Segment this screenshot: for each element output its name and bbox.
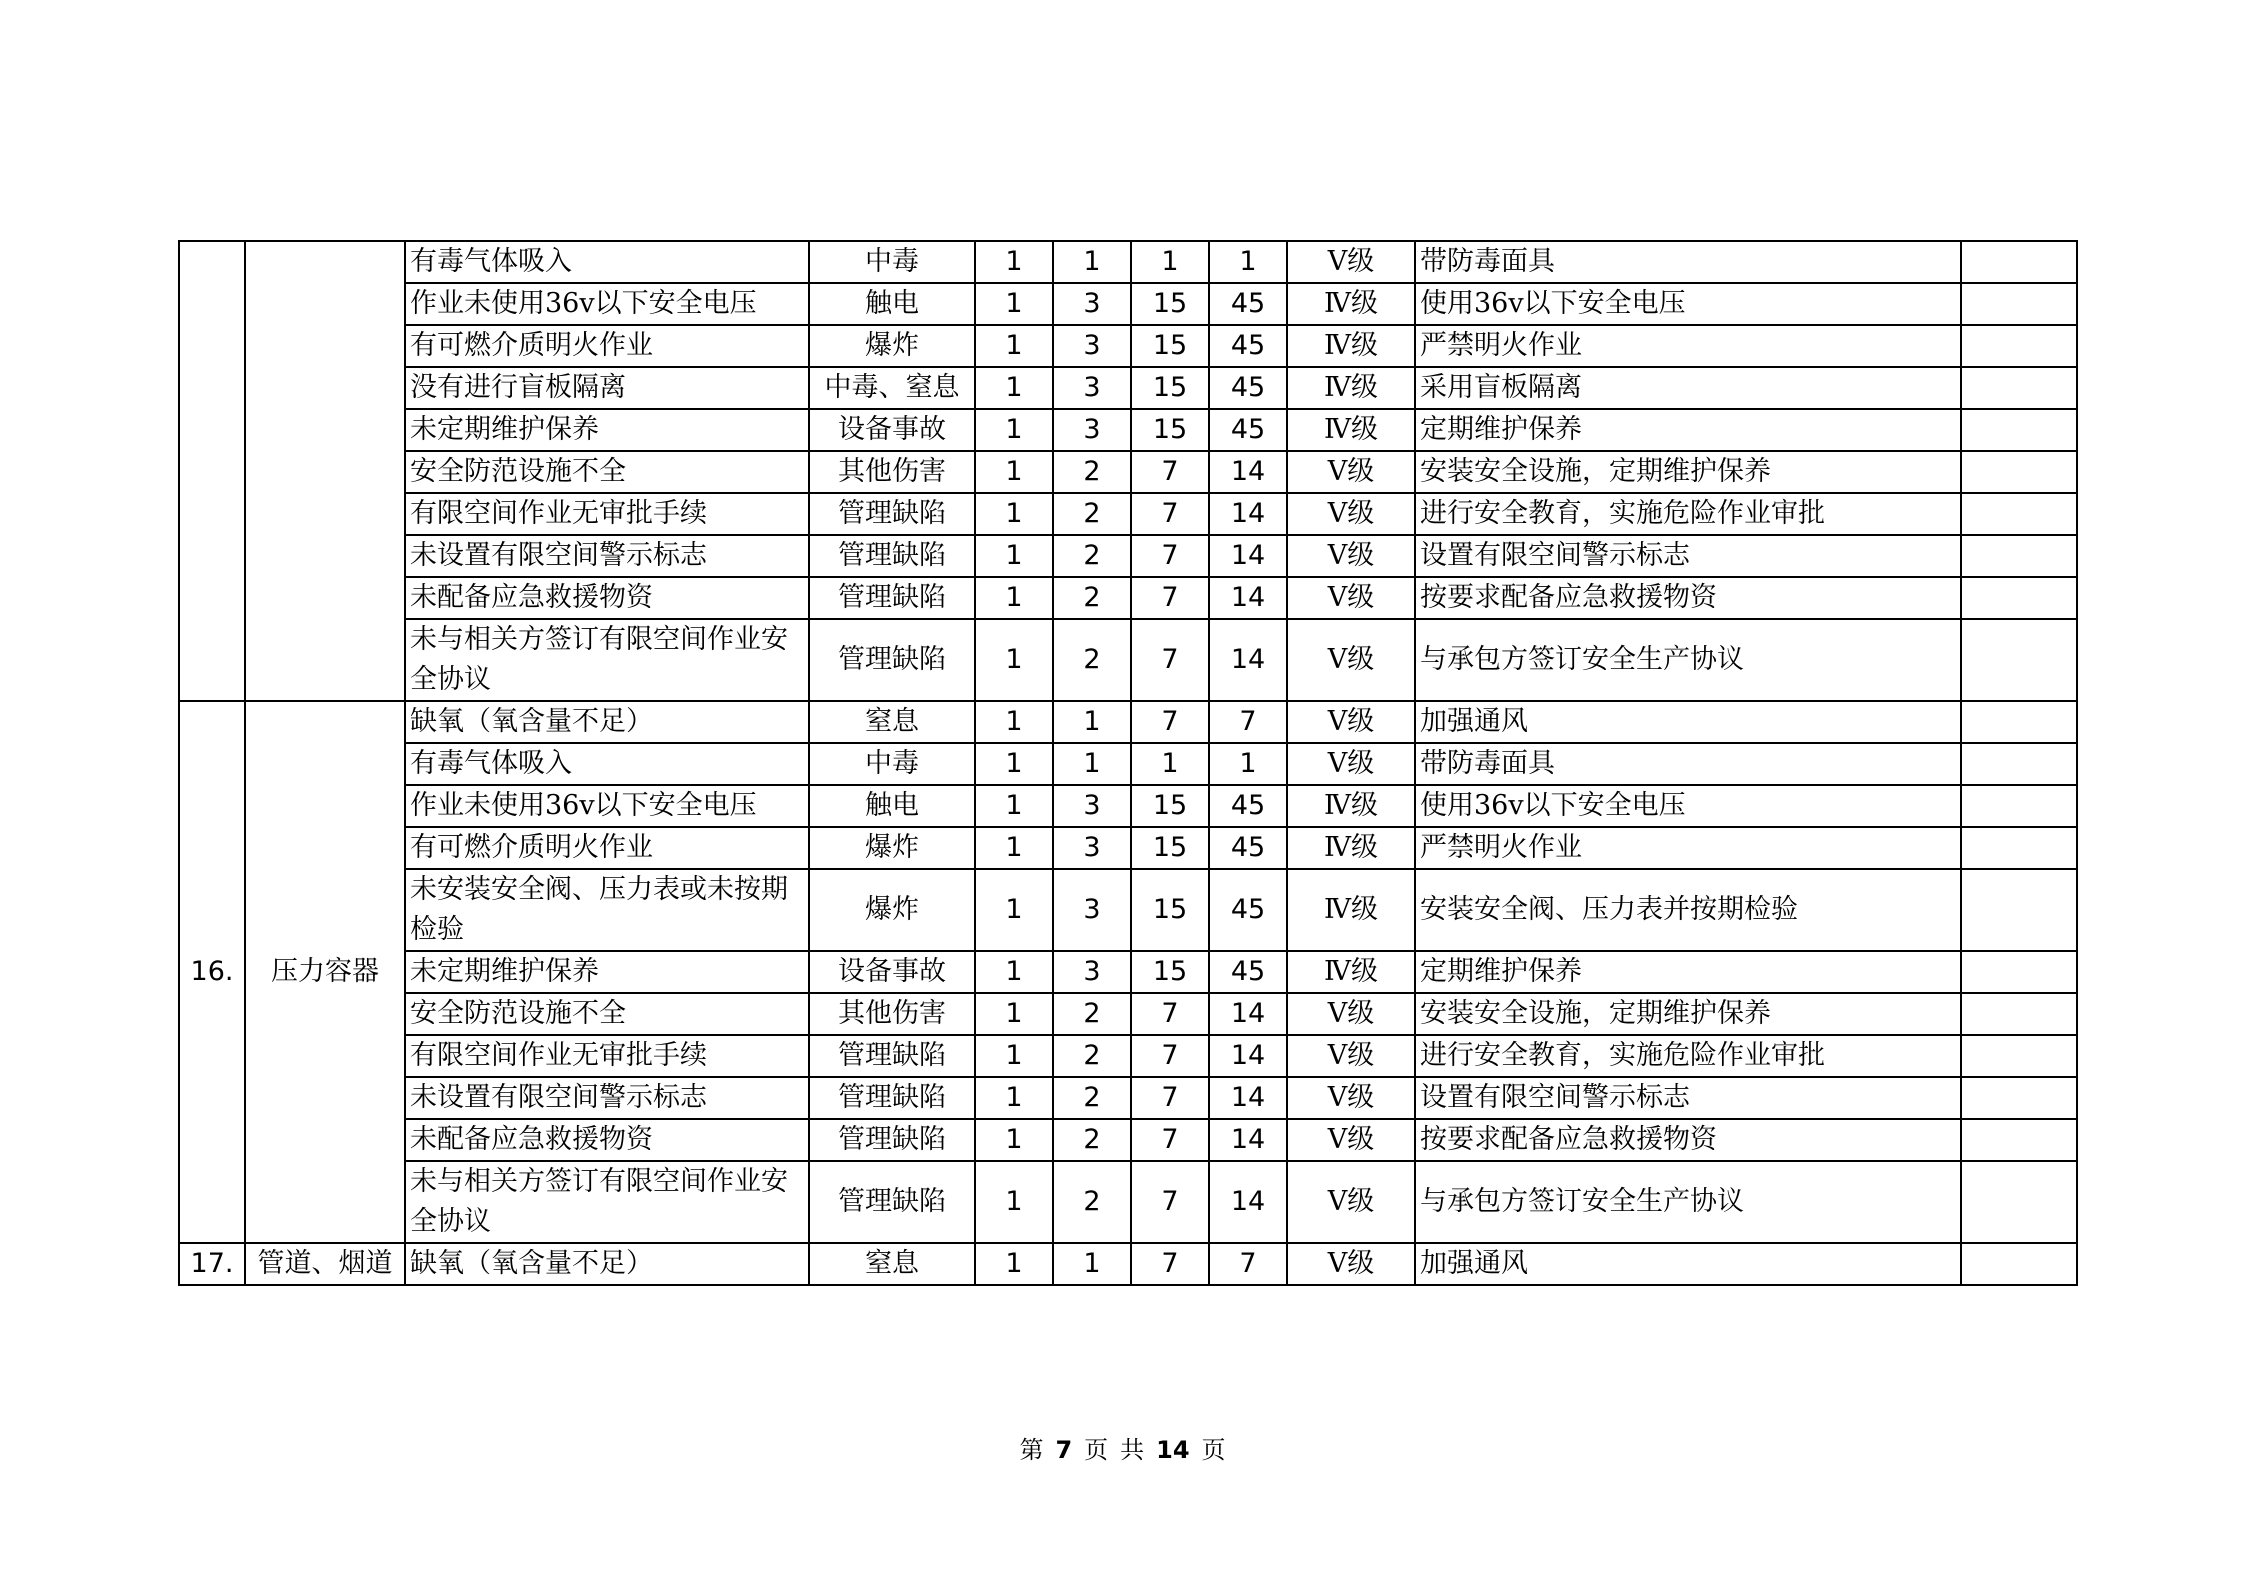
likelihood-cell: 1 bbox=[975, 1243, 1053, 1285]
consequence-cell: 7 bbox=[1131, 493, 1209, 535]
accident-type-cell: 管理缺陷 bbox=[809, 1119, 975, 1161]
likelihood-cell: 1 bbox=[975, 951, 1053, 993]
table-row bbox=[179, 325, 2077, 367]
equipment-name-cell: 管道、烟道 bbox=[245, 1243, 405, 1285]
hazard-cell: 安全防范设施不全 bbox=[405, 993, 809, 1035]
hazard-cell: 未定期维护保养 bbox=[405, 951, 809, 993]
exposure-cell: 3 bbox=[1053, 827, 1131, 869]
consequence-cell: 15 bbox=[1131, 869, 1209, 951]
item-number-cell: 17. bbox=[179, 1243, 245, 1285]
table-row bbox=[179, 493, 2077, 535]
remark-cell bbox=[1961, 241, 2077, 283]
equipment-name-cell bbox=[245, 241, 405, 701]
exposure-cell: 3 bbox=[1053, 785, 1131, 827]
footer-total-word: 共 bbox=[1120, 1436, 1145, 1464]
control-measure-cell: 进行安全教育，实施危险作业审批 bbox=[1415, 1035, 1961, 1077]
remark-cell bbox=[1961, 535, 2077, 577]
accident-type-cell: 管理缺陷 bbox=[809, 493, 975, 535]
risk-assessment-table bbox=[178, 240, 2078, 1286]
accident-type-cell: 爆炸 bbox=[809, 827, 975, 869]
risk-level-cell: Ⅴ级 bbox=[1287, 535, 1415, 577]
remark-cell bbox=[1961, 993, 2077, 1035]
remark-cell bbox=[1961, 951, 2077, 993]
remark-cell bbox=[1961, 1243, 2077, 1285]
footer-prefix: 第 bbox=[1019, 1436, 1044, 1464]
risk-level-cell: Ⅳ级 bbox=[1287, 325, 1415, 367]
risk-level-cell: Ⅴ级 bbox=[1287, 451, 1415, 493]
risk-level-cell: Ⅴ级 bbox=[1287, 1035, 1415, 1077]
consequence-cell: 7 bbox=[1131, 701, 1209, 743]
consequence-cell: 7 bbox=[1131, 1119, 1209, 1161]
risk-level-cell: Ⅴ级 bbox=[1287, 577, 1415, 619]
control-measure-cell: 设置有限空间警示标志 bbox=[1415, 1077, 1961, 1119]
remark-cell bbox=[1961, 577, 2077, 619]
remark-cell bbox=[1961, 869, 2077, 951]
current-page-number: 7 bbox=[1055, 1436, 1073, 1464]
table-row bbox=[179, 283, 2077, 325]
accident-type-cell: 管理缺陷 bbox=[809, 1035, 975, 1077]
control-measure-cell: 定期维护保养 bbox=[1415, 951, 1961, 993]
consequence-cell: 1 bbox=[1131, 743, 1209, 785]
control-measure-cell: 安装安全设施，定期维护保养 bbox=[1415, 993, 1961, 1035]
likelihood-cell: 1 bbox=[975, 1077, 1053, 1119]
control-measure-cell: 严禁明火作业 bbox=[1415, 827, 1961, 869]
control-measure-cell: 按要求配备应急救援物资 bbox=[1415, 1119, 1961, 1161]
control-measure-cell: 按要求配备应急救援物资 bbox=[1415, 577, 1961, 619]
remark-cell bbox=[1961, 827, 2077, 869]
risk-level-cell: Ⅴ级 bbox=[1287, 493, 1415, 535]
consequence-cell: 7 bbox=[1131, 619, 1209, 701]
exposure-cell: 2 bbox=[1053, 619, 1131, 701]
table-row bbox=[179, 743, 2077, 785]
exposure-cell: 2 bbox=[1053, 993, 1131, 1035]
table-row bbox=[179, 451, 2077, 493]
exposure-cell: 1 bbox=[1053, 1243, 1131, 1285]
footer-suffix: 页 bbox=[1201, 1436, 1226, 1464]
remark-cell bbox=[1961, 283, 2077, 325]
likelihood-cell: 1 bbox=[975, 993, 1053, 1035]
risk-level-cell: Ⅳ级 bbox=[1287, 951, 1415, 993]
accident-type-cell: 中毒 bbox=[809, 241, 975, 283]
remark-cell bbox=[1961, 701, 2077, 743]
risk-level-cell: Ⅴ级 bbox=[1287, 993, 1415, 1035]
table-row bbox=[179, 827, 2077, 869]
exposure-cell: 3 bbox=[1053, 409, 1131, 451]
consequence-cell: 15 bbox=[1131, 827, 1209, 869]
exposure-cell: 2 bbox=[1053, 1035, 1131, 1077]
table-row bbox=[179, 409, 2077, 451]
risk-score-cell: 1 bbox=[1209, 241, 1287, 283]
exposure-cell: 2 bbox=[1053, 535, 1131, 577]
hazard-cell: 没有进行盲板隔离 bbox=[405, 367, 809, 409]
likelihood-cell: 1 bbox=[975, 325, 1053, 367]
hazard-cell: 有可燃介质明火作业 bbox=[405, 325, 809, 367]
likelihood-cell: 1 bbox=[975, 827, 1053, 869]
control-measure-cell: 使用36v以下安全电压 bbox=[1415, 283, 1961, 325]
remark-cell bbox=[1961, 1035, 2077, 1077]
risk-level-cell: Ⅴ级 bbox=[1287, 1161, 1415, 1243]
table-row bbox=[179, 241, 2077, 283]
hazard-cell: 有可燃介质明火作业 bbox=[405, 827, 809, 869]
exposure-cell: 2 bbox=[1053, 1161, 1131, 1243]
accident-type-cell: 爆炸 bbox=[809, 869, 975, 951]
exposure-cell: 1 bbox=[1053, 701, 1131, 743]
consequence-cell: 7 bbox=[1131, 535, 1209, 577]
remark-cell bbox=[1961, 1119, 2077, 1161]
hazard-cell: 未安装安全阀、压力表或未按期检验 bbox=[405, 869, 809, 951]
remark-cell bbox=[1961, 785, 2077, 827]
risk-score-cell: 14 bbox=[1209, 451, 1287, 493]
hazard-cell: 未定期维护保养 bbox=[405, 409, 809, 451]
table-row bbox=[179, 535, 2077, 577]
hazard-cell: 缺氧（氧含量不足） bbox=[405, 701, 809, 743]
risk-score-cell: 45 bbox=[1209, 869, 1287, 951]
control-measure-cell: 与承包方签订安全生产协议 bbox=[1415, 1161, 1961, 1243]
risk-score-cell: 1 bbox=[1209, 743, 1287, 785]
likelihood-cell: 1 bbox=[975, 1161, 1053, 1243]
hazard-cell: 未设置有限空间警示标志 bbox=[405, 1077, 809, 1119]
control-measure-cell: 进行安全教育，实施危险作业审批 bbox=[1415, 493, 1961, 535]
risk-score-cell: 14 bbox=[1209, 493, 1287, 535]
control-measure-cell: 安装安全阀、压力表并按期检验 bbox=[1415, 869, 1961, 951]
control-measure-cell: 加强通风 bbox=[1415, 701, 1961, 743]
risk-score-cell: 45 bbox=[1209, 951, 1287, 993]
consequence-cell: 15 bbox=[1131, 409, 1209, 451]
control-measure-cell: 采用盲板隔离 bbox=[1415, 367, 1961, 409]
accident-type-cell: 管理缺陷 bbox=[809, 577, 975, 619]
table-row bbox=[179, 1119, 2077, 1161]
table-row bbox=[179, 1243, 2077, 1285]
likelihood-cell: 1 bbox=[975, 283, 1053, 325]
exposure-cell: 3 bbox=[1053, 869, 1131, 951]
likelihood-cell: 1 bbox=[975, 409, 1053, 451]
footer-page-word: 页 bbox=[1084, 1436, 1109, 1464]
risk-score-cell: 14 bbox=[1209, 1161, 1287, 1243]
control-measure-cell: 与承包方签订安全生产协议 bbox=[1415, 619, 1961, 701]
remark-cell bbox=[1961, 1077, 2077, 1119]
table-row bbox=[179, 869, 2077, 951]
exposure-cell: 2 bbox=[1053, 493, 1131, 535]
hazard-cell: 有毒气体吸入 bbox=[405, 241, 809, 283]
consequence-cell: 7 bbox=[1131, 577, 1209, 619]
table-row bbox=[179, 1077, 2077, 1119]
table-row bbox=[179, 951, 2077, 993]
likelihood-cell: 1 bbox=[975, 743, 1053, 785]
control-measure-cell: 带防毒面具 bbox=[1415, 241, 1961, 283]
likelihood-cell: 1 bbox=[975, 241, 1053, 283]
likelihood-cell: 1 bbox=[975, 869, 1053, 951]
control-measure-cell: 定期维护保养 bbox=[1415, 409, 1961, 451]
hazard-cell: 有限空间作业无审批手续 bbox=[405, 1035, 809, 1077]
consequence-cell: 7 bbox=[1131, 1035, 1209, 1077]
exposure-cell: 2 bbox=[1053, 577, 1131, 619]
risk-score-cell: 14 bbox=[1209, 619, 1287, 701]
consequence-cell: 15 bbox=[1131, 283, 1209, 325]
accident-type-cell: 爆炸 bbox=[809, 325, 975, 367]
hazard-cell: 作业未使用36v以下安全电压 bbox=[405, 283, 809, 325]
exposure-cell: 2 bbox=[1053, 451, 1131, 493]
exposure-cell: 3 bbox=[1053, 367, 1131, 409]
risk-level-cell: Ⅳ级 bbox=[1287, 827, 1415, 869]
risk-score-cell: 45 bbox=[1209, 785, 1287, 827]
risk-score-cell: 45 bbox=[1209, 367, 1287, 409]
hazard-cell: 未与相关方签订有限空间作业安全协议 bbox=[405, 619, 809, 701]
consequence-cell: 7 bbox=[1131, 1161, 1209, 1243]
risk-score-cell: 7 bbox=[1209, 1243, 1287, 1285]
consequence-cell: 1 bbox=[1131, 241, 1209, 283]
consequence-cell: 15 bbox=[1131, 367, 1209, 409]
remark-cell bbox=[1961, 409, 2077, 451]
table-row bbox=[179, 1035, 2077, 1077]
remark-cell bbox=[1961, 325, 2077, 367]
control-measure-cell: 设置有限空间警示标志 bbox=[1415, 535, 1961, 577]
hazard-cell: 缺氧（氧含量不足） bbox=[405, 1243, 809, 1285]
likelihood-cell: 1 bbox=[975, 619, 1053, 701]
hazard-cell: 未设置有限空间警示标志 bbox=[405, 535, 809, 577]
table-row bbox=[179, 701, 2077, 743]
remark-cell bbox=[1961, 743, 2077, 785]
control-measure-cell: 加强通风 bbox=[1415, 1243, 1961, 1285]
hazard-cell: 作业未使用36v以下安全电压 bbox=[405, 785, 809, 827]
accident-type-cell: 窒息 bbox=[809, 701, 975, 743]
exposure-cell: 3 bbox=[1053, 325, 1131, 367]
accident-type-cell: 管理缺陷 bbox=[809, 1161, 975, 1243]
accident-type-cell: 窒息 bbox=[809, 1243, 975, 1285]
remark-cell bbox=[1961, 493, 2077, 535]
item-number-cell: 16. bbox=[179, 701, 245, 1243]
likelihood-cell: 1 bbox=[975, 785, 1053, 827]
consequence-cell: 15 bbox=[1131, 325, 1209, 367]
page-footer bbox=[0, 1430, 2245, 1465]
table-row bbox=[179, 367, 2077, 409]
likelihood-cell: 1 bbox=[975, 493, 1053, 535]
exposure-cell: 1 bbox=[1053, 241, 1131, 283]
risk-score-cell: 14 bbox=[1209, 1119, 1287, 1161]
risk-level-cell: Ⅴ级 bbox=[1287, 701, 1415, 743]
risk-score-cell: 14 bbox=[1209, 1035, 1287, 1077]
consequence-cell: 7 bbox=[1131, 451, 1209, 493]
accident-type-cell: 其他伤害 bbox=[809, 993, 975, 1035]
item-number-cell bbox=[179, 241, 245, 701]
total-pages-number: 14 bbox=[1156, 1436, 1190, 1464]
table-row bbox=[179, 785, 2077, 827]
risk-score-cell: 45 bbox=[1209, 409, 1287, 451]
hazard-cell: 安全防范设施不全 bbox=[405, 451, 809, 493]
likelihood-cell: 1 bbox=[975, 1119, 1053, 1161]
risk-level-cell: Ⅴ级 bbox=[1287, 619, 1415, 701]
risk-score-cell: 45 bbox=[1209, 283, 1287, 325]
accident-type-cell: 触电 bbox=[809, 785, 975, 827]
accident-type-cell: 其他伤害 bbox=[809, 451, 975, 493]
risk-level-cell: Ⅴ级 bbox=[1287, 1077, 1415, 1119]
accident-type-cell: 中毒 bbox=[809, 743, 975, 785]
consequence-cell: 7 bbox=[1131, 993, 1209, 1035]
table-row bbox=[179, 993, 2077, 1035]
remark-cell bbox=[1961, 451, 2077, 493]
accident-type-cell: 管理缺陷 bbox=[809, 619, 975, 701]
remark-cell bbox=[1961, 1161, 2077, 1243]
accident-type-cell: 设备事故 bbox=[809, 409, 975, 451]
exposure-cell: 1 bbox=[1053, 743, 1131, 785]
hazard-cell: 未配备应急救援物资 bbox=[405, 577, 809, 619]
likelihood-cell: 1 bbox=[975, 1035, 1053, 1077]
hazard-cell: 有限空间作业无审批手续 bbox=[405, 493, 809, 535]
risk-score-cell: 14 bbox=[1209, 577, 1287, 619]
likelihood-cell: 1 bbox=[975, 367, 1053, 409]
accident-type-cell: 管理缺陷 bbox=[809, 535, 975, 577]
equipment-name-cell: 压力容器 bbox=[245, 701, 405, 1243]
risk-level-cell: Ⅴ级 bbox=[1287, 1119, 1415, 1161]
consequence-cell: 15 bbox=[1131, 951, 1209, 993]
risk-level-cell: Ⅴ级 bbox=[1287, 1243, 1415, 1285]
table-row bbox=[179, 577, 2077, 619]
consequence-cell: 15 bbox=[1131, 785, 1209, 827]
likelihood-cell: 1 bbox=[975, 535, 1053, 577]
exposure-cell: 2 bbox=[1053, 1119, 1131, 1161]
table-body bbox=[179, 241, 2077, 1285]
risk-score-cell: 14 bbox=[1209, 993, 1287, 1035]
table-row bbox=[179, 1161, 2077, 1243]
control-measure-cell: 安装安全设施，定期维护保养 bbox=[1415, 451, 1961, 493]
exposure-cell: 2 bbox=[1053, 1077, 1131, 1119]
risk-level-cell: Ⅳ级 bbox=[1287, 869, 1415, 951]
likelihood-cell: 1 bbox=[975, 451, 1053, 493]
risk-level-cell: Ⅳ级 bbox=[1287, 283, 1415, 325]
remark-cell bbox=[1961, 367, 2077, 409]
accident-type-cell: 管理缺陷 bbox=[809, 1077, 975, 1119]
accident-type-cell: 中毒、窒息 bbox=[809, 367, 975, 409]
control-measure-cell: 使用36v以下安全电压 bbox=[1415, 785, 1961, 827]
accident-type-cell: 触电 bbox=[809, 283, 975, 325]
risk-score-cell: 45 bbox=[1209, 325, 1287, 367]
risk-score-cell: 45 bbox=[1209, 827, 1287, 869]
risk-level-cell: Ⅴ级 bbox=[1287, 743, 1415, 785]
risk-level-cell: Ⅳ级 bbox=[1287, 409, 1415, 451]
risk-score-cell: 14 bbox=[1209, 1077, 1287, 1119]
consequence-cell: 7 bbox=[1131, 1077, 1209, 1119]
consequence-cell: 7 bbox=[1131, 1243, 1209, 1285]
risk-score-cell: 14 bbox=[1209, 535, 1287, 577]
likelihood-cell: 1 bbox=[975, 577, 1053, 619]
remark-cell bbox=[1961, 619, 2077, 701]
table-row bbox=[179, 619, 2077, 701]
risk-score-cell: 7 bbox=[1209, 701, 1287, 743]
hazard-cell: 未配备应急救援物资 bbox=[405, 1119, 809, 1161]
control-measure-cell: 严禁明火作业 bbox=[1415, 325, 1961, 367]
accident-type-cell: 设备事故 bbox=[809, 951, 975, 993]
risk-level-cell: Ⅳ级 bbox=[1287, 367, 1415, 409]
exposure-cell: 3 bbox=[1053, 951, 1131, 993]
risk-level-cell: Ⅳ级 bbox=[1287, 785, 1415, 827]
control-measure-cell: 带防毒面具 bbox=[1415, 743, 1961, 785]
hazard-cell: 未与相关方签订有限空间作业安全协议 bbox=[405, 1161, 809, 1243]
likelihood-cell: 1 bbox=[975, 701, 1053, 743]
exposure-cell: 3 bbox=[1053, 283, 1131, 325]
hazard-cell: 有毒气体吸入 bbox=[405, 743, 809, 785]
risk-level-cell: Ⅴ级 bbox=[1287, 241, 1415, 283]
